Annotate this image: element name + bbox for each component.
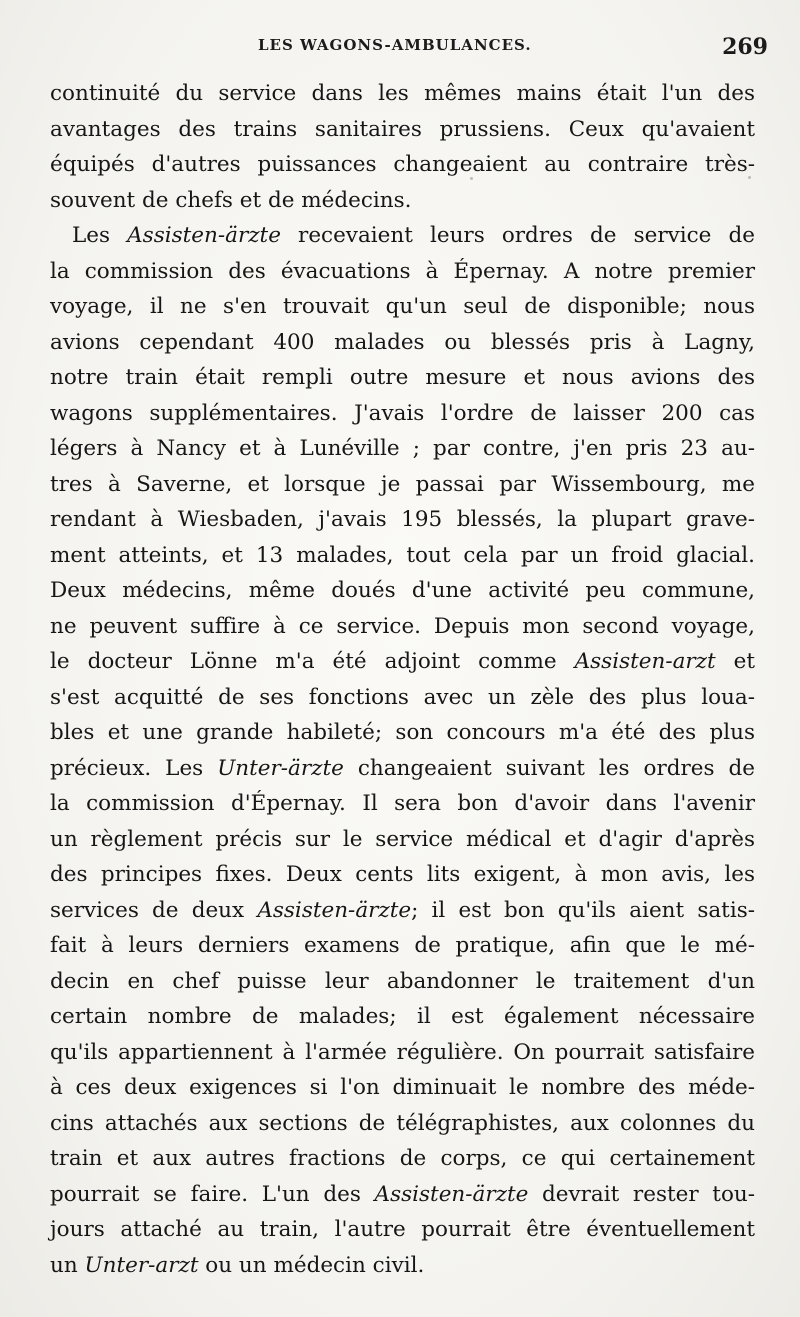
text-segment: s'est acquitté de ses fonctions avec un zèle des plus loua- xyxy=(50,684,755,710)
text-line xyxy=(50,857,755,893)
text-line xyxy=(50,1212,755,1248)
text-line xyxy=(50,893,755,929)
text-segment: changeaient suivant les ordres de xyxy=(343,755,755,781)
text-segment: train et aux autres fractions de corps, ce qui certainement xyxy=(50,1146,755,1171)
text-line xyxy=(50,467,755,503)
text-line xyxy=(50,786,755,822)
text-segment: précieux. Les xyxy=(50,755,218,781)
text-segment: légers à Nancy et à Lunéville ; par contre, j'en pris 23 au- xyxy=(50,436,755,461)
text-segment: ou un médecin civil. xyxy=(198,1252,425,1278)
text-segment: qu'ils appartiennent à l'armée régulière. On pourrait satisfaire xyxy=(50,1039,755,1065)
italic-term: Assisten-ärzte xyxy=(374,1181,529,1207)
text-line xyxy=(50,1070,755,1106)
text-segment: Deux médecins, même doués d'une activité peu commune, xyxy=(50,578,755,603)
text-line xyxy=(50,360,755,396)
text-line xyxy=(50,1177,755,1213)
text-segment: wagons supplémentaires. J'avais l'ordre de laisser 200 cas xyxy=(50,400,755,426)
italic-term: Assisten-ärzte xyxy=(127,223,281,248)
italic-term: Assisten-ärzte xyxy=(257,897,412,923)
text-line xyxy=(50,609,755,645)
text-segment: à ces deux exigences si l'on diminuait le nombre des méde- xyxy=(50,1075,755,1100)
text-segment: recevaient leurs ordres de service de xyxy=(280,223,755,248)
text-segment: devrait rester tou- xyxy=(528,1181,755,1207)
page-header xyxy=(258,34,768,64)
text-line xyxy=(50,1106,755,1142)
text-segment: équipés d'autres puissances changeaient au contraire très- xyxy=(50,152,755,177)
text-line xyxy=(50,644,755,680)
text-line xyxy=(50,396,755,432)
italic-term: Unter-arzt xyxy=(84,1252,199,1278)
text-line xyxy=(50,325,755,361)
text-segment: ne peuvent suffire à ce service. Depuis mon second voyage, xyxy=(50,613,755,639)
text-segment: avantages des trains sanitaires prussiens. Ceux qu'avaient xyxy=(50,116,755,142)
text-segment: le docteur Lönne m'a été adjoint comme xyxy=(50,649,575,674)
text-segment: fait à leurs derniers examens de pratique, afin que le mé- xyxy=(50,933,755,958)
text-line xyxy=(50,112,755,148)
text-segment: cins attachés aux sections de télégraphistes, aux colonnes du xyxy=(50,1110,755,1136)
text-line xyxy=(50,254,755,290)
text-segment: et xyxy=(715,649,756,674)
text-segment: services de deux xyxy=(50,897,258,923)
text-line xyxy=(50,289,755,325)
running-title: LES WAGONS-AMBULANCES. xyxy=(258,36,532,54)
text-segment: avions cependant 400 malades ou blessés pris à Lagny, xyxy=(50,329,755,355)
text-line xyxy=(50,1248,755,1284)
text-segment: ment atteints, et 13 malades, tout cela par un froid glacial. xyxy=(50,542,755,568)
italic-term: Unter-ärzte xyxy=(217,755,344,781)
text-line xyxy=(50,964,755,1000)
text-line xyxy=(50,1141,755,1177)
text-line xyxy=(50,715,755,751)
text-line xyxy=(50,999,755,1035)
text-segment: Les xyxy=(72,223,128,248)
text-line xyxy=(50,147,755,183)
text-segment: souvent de chefs et de médecins. xyxy=(50,187,412,213)
text-line xyxy=(50,573,755,609)
text-line xyxy=(50,751,755,787)
paper-speck xyxy=(748,176,751,179)
text-segment: notre train était rempli outre mesure et nous avions des xyxy=(50,365,755,390)
text-segment: voyage, il ne s'en trouvait qu'un seul de disponible; nous xyxy=(50,294,755,319)
text-line xyxy=(50,538,755,574)
text-segment: bles et une grande habileté; son concours m'a été des plus xyxy=(50,720,755,745)
text-line xyxy=(50,502,755,538)
text-line xyxy=(50,680,755,716)
text-segment: certain nombre de malades; il est également nécessaire xyxy=(50,1004,755,1029)
page-number: 269 xyxy=(722,34,768,60)
text-line xyxy=(50,183,755,219)
text-segment: tres à Saverne, et lorsque je passai par Wissembourg, me xyxy=(50,471,755,497)
body-text xyxy=(50,76,755,1283)
paper-speck xyxy=(470,177,473,180)
text-segment: la commission des évacuations à Épernay. A notre premier xyxy=(50,258,755,284)
text-segment: jours attaché au train, l'autre pourrait être éventuellement xyxy=(50,1217,755,1242)
text-segment: continuité du service dans les mêmes mains était l'un des xyxy=(50,81,755,106)
text-segment: un xyxy=(50,1252,85,1278)
text-line xyxy=(50,928,755,964)
text-line xyxy=(50,76,755,112)
text-segment: la commission d'Épernay. Il sera bon d'avoir dans l'avenir xyxy=(50,791,755,816)
text-segment: pourrait se faire. L'un des xyxy=(50,1181,375,1207)
text-segment: rendant à Wiesbaden, j'avais 195 blessés, la plupart grave- xyxy=(50,507,755,532)
text-line xyxy=(50,822,755,858)
text-line xyxy=(50,1035,755,1071)
text-line xyxy=(50,431,755,467)
text-segment: ; il est bon qu'ils aient satis- xyxy=(411,897,755,923)
text-segment: des principes fixes. Deux cents lits exigent, à mon avis, les xyxy=(50,862,755,887)
text-segment: un règlement précis sur le service médical et d'agir d'après xyxy=(50,826,755,852)
italic-term: Assisten-arzt xyxy=(574,649,716,674)
paper-speck xyxy=(592,339,595,342)
text-line xyxy=(50,218,755,254)
text-segment: decin en chef puisse leur abandonner le traitement d'un xyxy=(50,968,755,994)
